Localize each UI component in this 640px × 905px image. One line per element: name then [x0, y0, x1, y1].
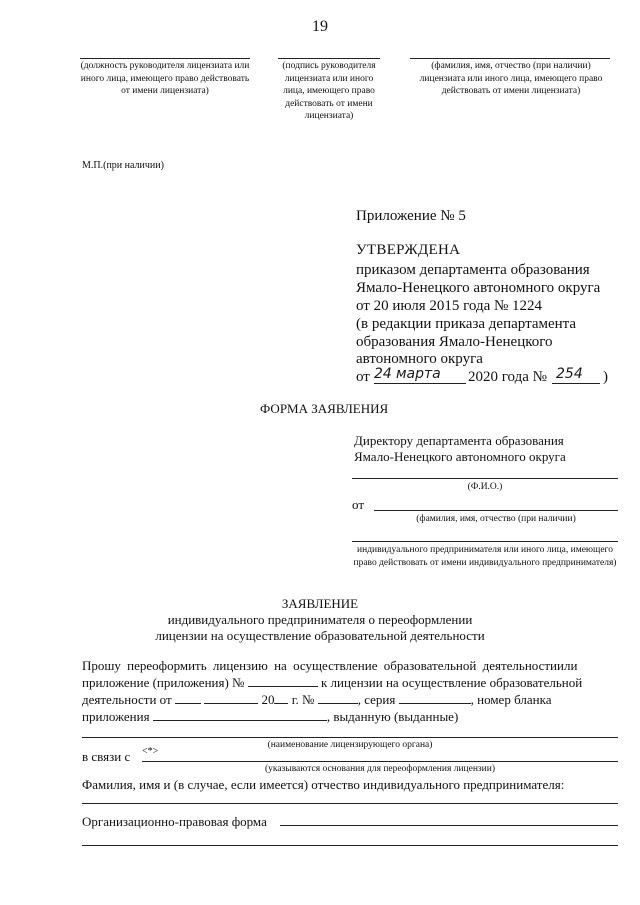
from-name-caption: (фамилия, имя, отчество (при наличии)	[416, 514, 576, 524]
appendix-number-label: приложение (приложения) №	[82, 675, 245, 690]
approved-label: УТВЕРЖДЕНА	[356, 242, 461, 258]
number-underline	[552, 383, 600, 384]
handwritten-month: марта	[396, 366, 441, 382]
fio-line	[352, 478, 618, 479]
body-line-3	[82, 691, 618, 708]
statement-subtitle-2: лицензии на осуществление образовательной деятельности	[155, 628, 485, 643]
statement-subtitle-1: индивидуального предпринимателя о переоформлении	[167, 612, 473, 627]
signature-line	[278, 58, 380, 59]
appendix-label: приложения	[82, 709, 150, 724]
body-line-2	[82, 674, 618, 691]
approval-date-line	[356, 368, 616, 388]
fio-answer-line	[82, 803, 618, 804]
body-line-4	[82, 708, 618, 725]
fio-statement: Фамилия, имя и (в случае, если имеется) отчество индивидуального предпринимателя:	[82, 777, 565, 792]
addressee-line-1: Директору департамента образования	[354, 433, 564, 448]
approval-line-1: приказом департамента образования	[356, 262, 590, 278]
day-field[interactable]	[175, 692, 201, 704]
handwritten-day: 24	[374, 366, 392, 382]
authority-caption: (наименование лицензирующего органа)	[267, 740, 433, 750]
blank-number-label: , номер бланка	[470, 692, 552, 707]
position-caption: (должность руководителя лицензиата или иного лица, имеющего право действовать от имени лицензиата)	[80, 61, 250, 96]
number-label: г. №	[291, 692, 315, 707]
approval-line-6: автономного округа	[356, 351, 483, 367]
date-underline	[374, 383, 466, 384]
org-form-line-2	[82, 845, 618, 846]
org-form-line	[280, 825, 618, 826]
reason-label: в связи с	[82, 749, 131, 764]
century-label: 20	[261, 692, 275, 707]
reason-caption: (указываются основания для переоформления лицензии)	[264, 764, 496, 774]
handwritten-number: 254	[556, 366, 583, 382]
license-number-field[interactable]	[318, 692, 358, 704]
appendix-label: Приложение № 5	[356, 208, 466, 224]
license-ref-text: к лицензии на осуществление образовательной	[320, 675, 583, 690]
org-form-label: Организационно-правовая форма	[82, 814, 267, 829]
from-line	[374, 510, 618, 511]
authority-line	[82, 737, 618, 738]
body-line-1: Прошу переоформить лицензию на осуществление образовательной деятельностиили	[82, 658, 578, 673]
page-number: 19	[312, 18, 328, 35]
year-field[interactable]	[274, 692, 288, 704]
position-line	[80, 58, 250, 59]
approval-line-2: Ямало-Ненецкого автономного округа	[356, 280, 601, 296]
month-field[interactable]	[204, 692, 258, 704]
form-title: ФОРМА ЗАЯВЛЕНИЯ	[260, 401, 389, 416]
name-line	[410, 58, 610, 59]
addressee-line-2: Ямало-Ненецкого автономного округа	[354, 449, 566, 464]
approval-line-4: (в редакции приказа департамента	[356, 316, 577, 332]
date-prefix: от	[356, 369, 370, 385]
from-label: от	[352, 497, 365, 512]
closing-paren: )	[603, 369, 608, 385]
issued-label: , выданную (выданные)	[326, 709, 459, 724]
series-label: , серия	[357, 692, 396, 707]
year-text: 2020 года №	[468, 369, 547, 385]
statement-title: ЗАЯВЛЕНИЕ	[281, 596, 359, 611]
series-field[interactable]	[399, 692, 471, 704]
appendix-number-field[interactable]	[248, 675, 318, 687]
name-caption: (фамилия, имя, отчество (при наличии) лицензиата или иного лица, имеющего право действовать от имени лицензиата)	[419, 61, 603, 96]
from-date-label: деятельности от	[82, 692, 172, 707]
blank-number-field[interactable]	[153, 709, 327, 721]
signature-caption: (подпись руководителя лицензиата или иного лица, имеющего право действовать от имени лицензиата)	[282, 61, 376, 121]
approval-line-5: образования Ямало-Ненецкого	[356, 334, 553, 350]
seal-label: М.П.(при наличии)	[82, 160, 164, 171]
entity-caption: индивидуального предпринимателя или иного лица, имеющего право действовать от имени индивидуального предпринимателя)	[353, 545, 617, 568]
fio-caption: (Ф.И.О.)	[467, 482, 503, 492]
entity-line	[352, 541, 618, 542]
reason-mark: <*>	[142, 746, 159, 757]
reason-line	[142, 761, 618, 762]
approval-line-3: от 20 июля 2015 года № 1224	[356, 298, 543, 314]
